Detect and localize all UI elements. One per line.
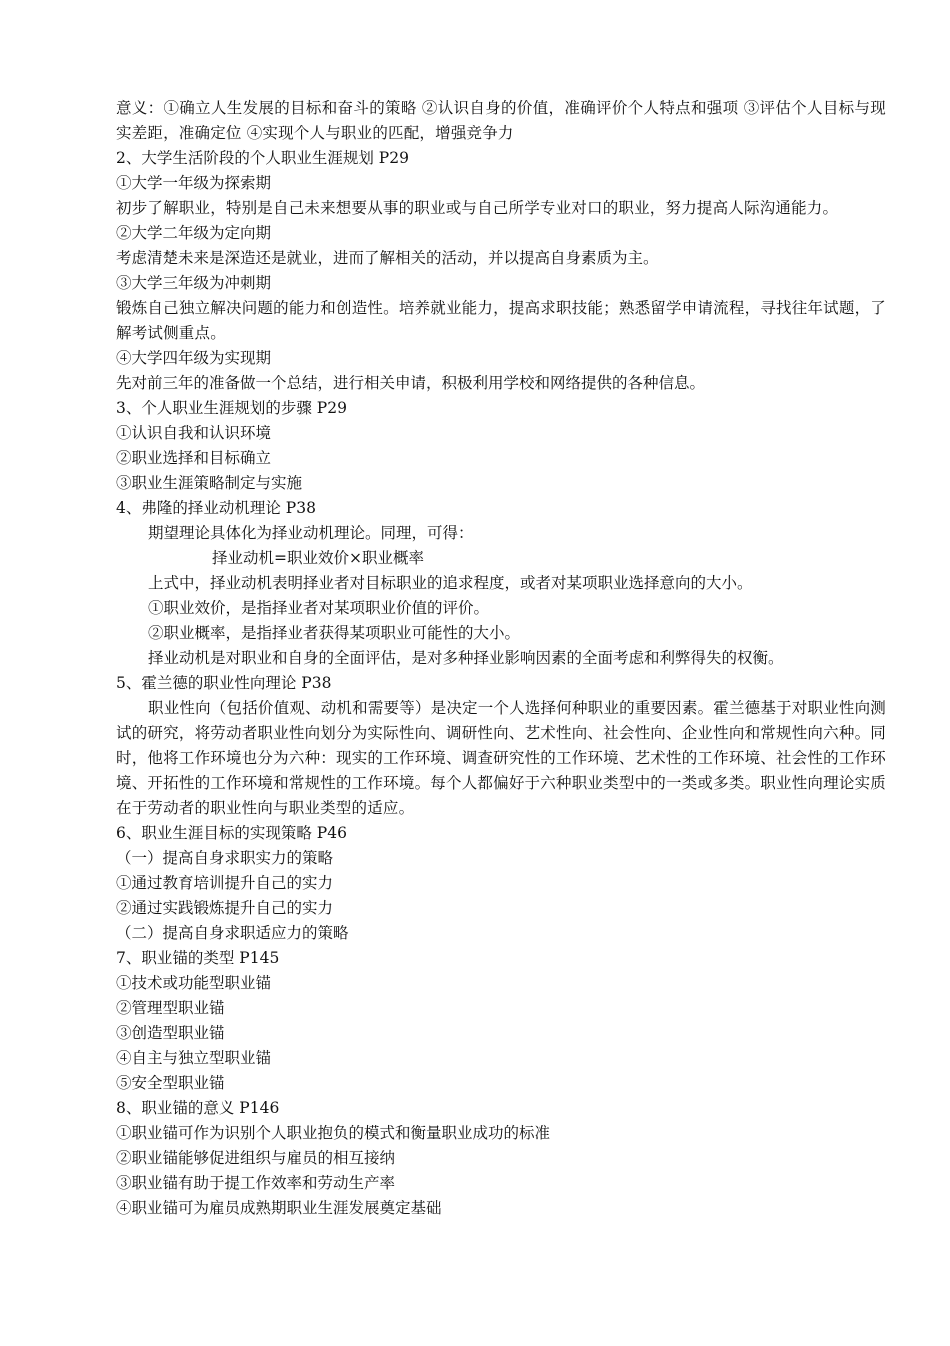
significance-paragraph: 意义：①确立人生发展的目标和奋斗的策略 ②认识自身的价值，准确评价个人特点和强项 ③评估个人目标与现实差距，准确定位 ④实现个人与职业的匹配，增强竞争力: [116, 99, 886, 142]
vroom-valence: ①职业效价，是指择业者对某项职业价值的评价。: [148, 599, 490, 617]
vroom-explanation: 上式中，择业动机表明择业者对目标职业的追求程度，或者对某项职业选择意向的大小。: [148, 574, 753, 592]
strategy-b: （二）提高自身求职适应力的策略: [116, 924, 349, 942]
step-2: ②职业选择和目标确立: [116, 449, 272, 467]
anchor-type-1: ①技术或功能型职业锚: [116, 974, 272, 992]
anchor-type-5: ⑤安全型职业锚: [116, 1074, 225, 1092]
year2-text: 考虑清楚未来是深造还是就业，进而了解相关的活动，并以提高自身素质为主。: [116, 249, 659, 267]
strategy-a: （一）提高自身求职实力的策略: [116, 849, 334, 867]
vroom-summary: 择业动机是对职业和自身的全面评估，是对多种择业影响因素的全面考虑和利弊得失的权衡。: [148, 649, 784, 667]
year3-text: 锻炼自己独立解决问题的能力和创造性。培养就业能力，提高求职技能；熟悉留学申请流程，寻找往年试题，了解考试侧重点。: [116, 299, 886, 342]
vroom-formula: 择业动机=职业效价×职业概率: [212, 549, 424, 567]
step-1: ①认识自我和认识环境: [116, 424, 272, 442]
anchor-meaning-1: ①职业锚可作为识别个人职业抱负的模式和衡量职业成功的标准: [116, 1124, 551, 1142]
anchor-type-2: ②管理型职业锚: [116, 999, 225, 1017]
step-3: ③职业生涯策略制定与实施: [116, 474, 303, 492]
section-heading-8: 8、职业锚的意义 P146: [116, 1099, 280, 1117]
document-page: [116, 96, 886, 1221]
section-heading-4: 4、弗隆的择业动机理论 P38: [116, 499, 316, 517]
section-heading-3: 3、个人职业生涯规划的步骤 P29: [116, 399, 347, 417]
anchor-meaning-3: ③职业锚有助于提工作效率和劳动生产率: [116, 1174, 396, 1192]
strategy-a-item-2: ②通过实践锻炼提升自己的实力: [116, 899, 334, 917]
year4-text: 先对前三年的准备做一个总结，进行相关申请，积极利用学校和网络提供的各种信息。: [116, 374, 706, 392]
year2-title: ②大学二年级为定向期: [116, 224, 272, 242]
year1-text: 初步了解职业，特别是自己未来想要从事的职业或与自己所学专业对口的职业，努力提高人际沟通能力。: [116, 199, 839, 217]
anchor-type-3: ③创造型职业锚: [116, 1024, 225, 1042]
anchor-type-4: ④自主与独立型职业锚: [116, 1049, 272, 1067]
section-heading-6: 6、职业生涯目标的实现策略 P46: [116, 824, 347, 842]
year4-title: ④大学四年级为实现期: [116, 349, 272, 367]
section-heading-7: 7、职业锚的类型 P145: [116, 949, 280, 967]
year1-title: ①大学一年级为探索期: [116, 174, 272, 192]
vroom-intro: 期望理论具体化为择业动机理论。同理，可得：: [148, 524, 474, 542]
strategy-a-item-1: ①通过教育培训提升自己的实力: [116, 874, 334, 892]
holland-paragraph: 职业性向（包括价值观、动机和需要等）是决定一个人选择何种职业的重要因素。霍兰德基于对职业性向测试的研究，将劳动者职业性向划分为实际性向、调研性向、艺术性向、社会性向、企业性向和常规性向六种。同时，他将工作环境也分为六种：现实的工作环境、调查研究性的工作环境、艺术性的工作环境、社会性的工作环境、开拓性的工作环境和常规性的工作环境。每个人都偏好于六种职业类型中的一类或多类。职业性向理论实质在于劳动者的职业性向与职业类型的适应。: [116, 699, 886, 817]
anchor-meaning-2: ②职业锚能够促进组织与雇员的相互接纳: [116, 1149, 396, 1167]
vroom-probability: ②职业概率，是指择业者获得某项职业可能性的大小。: [148, 624, 521, 642]
section-heading-2: 2、大学生活阶段的个人职业生涯规划 P29: [116, 149, 409, 167]
section-heading-5: 5、霍兰德的职业性向理论 P38: [116, 674, 332, 692]
anchor-meaning-4: ④职业锚可为雇员成熟期职业生涯发展奠定基础: [116, 1199, 442, 1217]
year3-title: ③大学三年级为冲刺期: [116, 274, 272, 292]
